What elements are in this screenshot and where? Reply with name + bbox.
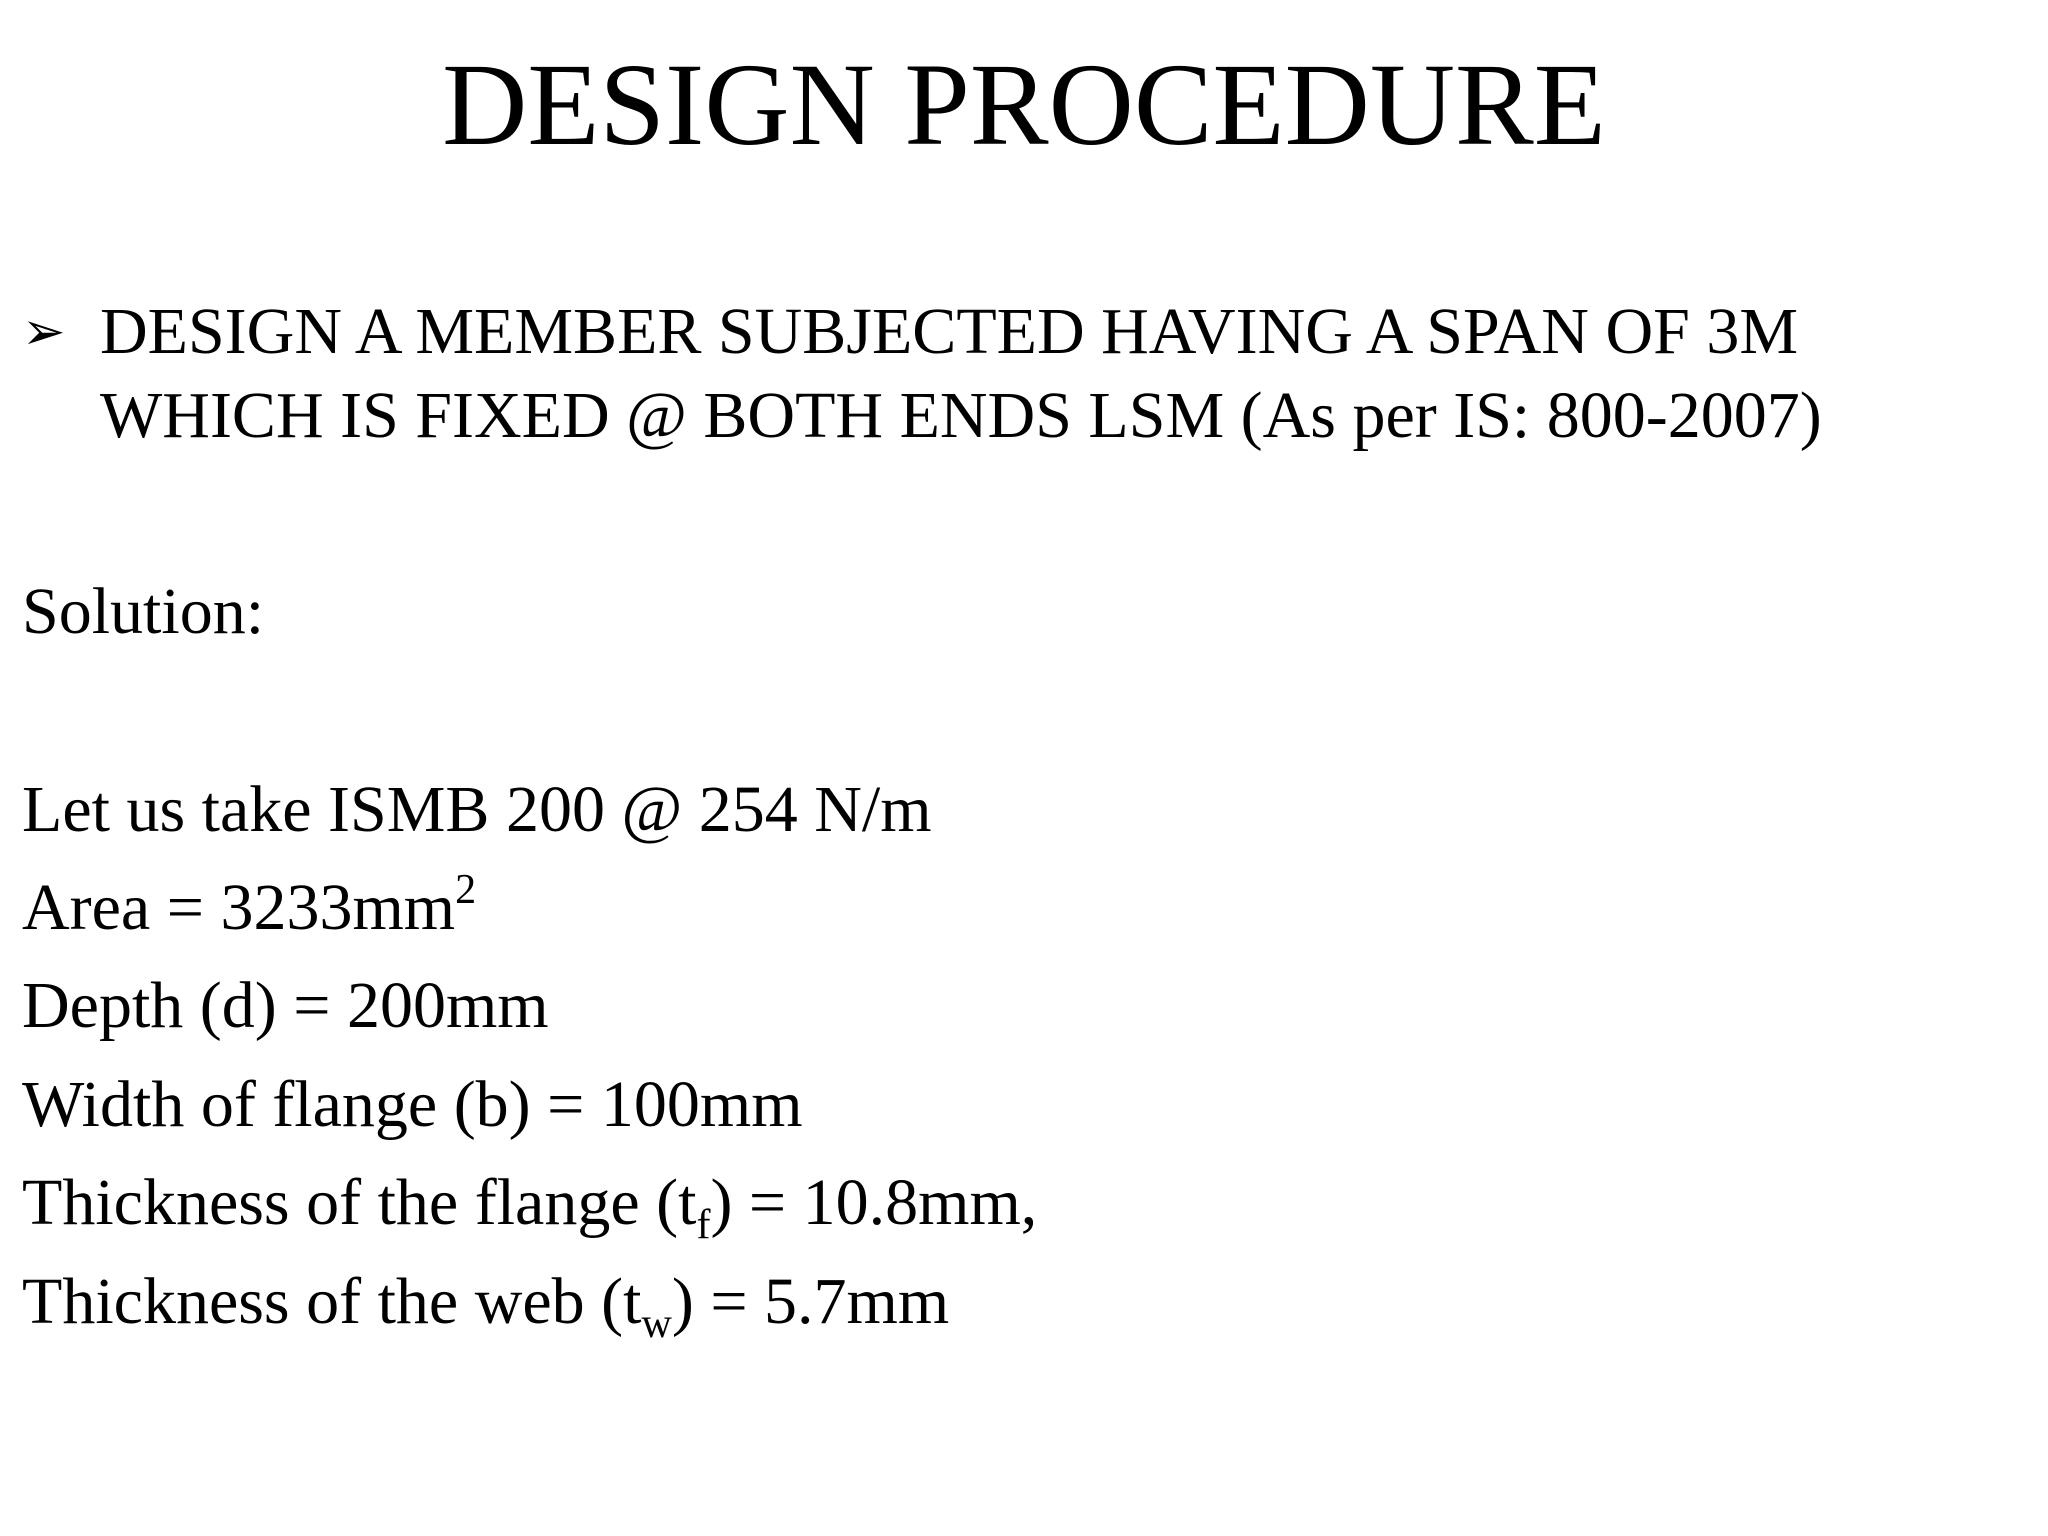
section-selection: Let us take ISMB 200 @ 254 N/m <box>22 773 932 846</box>
web-subscript: w <box>641 1301 672 1347</box>
problem-statement <box>22 290 2022 458</box>
web-thickness-value: ) = 5.7mm <box>671 1265 950 1338</box>
area-text: Area = 3233mm <box>22 871 456 944</box>
web-thickness-text: Thickness of the web (t <box>22 1265 642 1338</box>
flange-subscript: f <box>696 1202 711 1248</box>
web-thickness-property <box>22 1262 950 1347</box>
area-property <box>22 868 476 948</box>
flange-thickness-value: ) = 10.8mm, <box>710 1166 1038 1239</box>
area-exponent: 2 <box>455 867 477 913</box>
solution-label: Solution: <box>22 575 265 648</box>
problem-statement-text: DESIGN A MEMBER SUBJECTED HAVING A SPAN OF 3M WHICH IS FIXED @ BOTH ENDS LSM (As per IS: 800-2007) <box>100 295 1822 452</box>
slide-title: DESIGN PROCEDURE <box>442 39 1606 170</box>
arrow-bullet-icon: ➢ <box>22 302 66 362</box>
flange-thickness-text: Thickness of the flange (t <box>22 1166 697 1239</box>
flange-width-property: Width of flange (b) = 100mm <box>22 1068 803 1141</box>
flange-thickness-property <box>22 1163 1038 1248</box>
depth-property: Depth (d) = 200mm <box>22 969 549 1042</box>
